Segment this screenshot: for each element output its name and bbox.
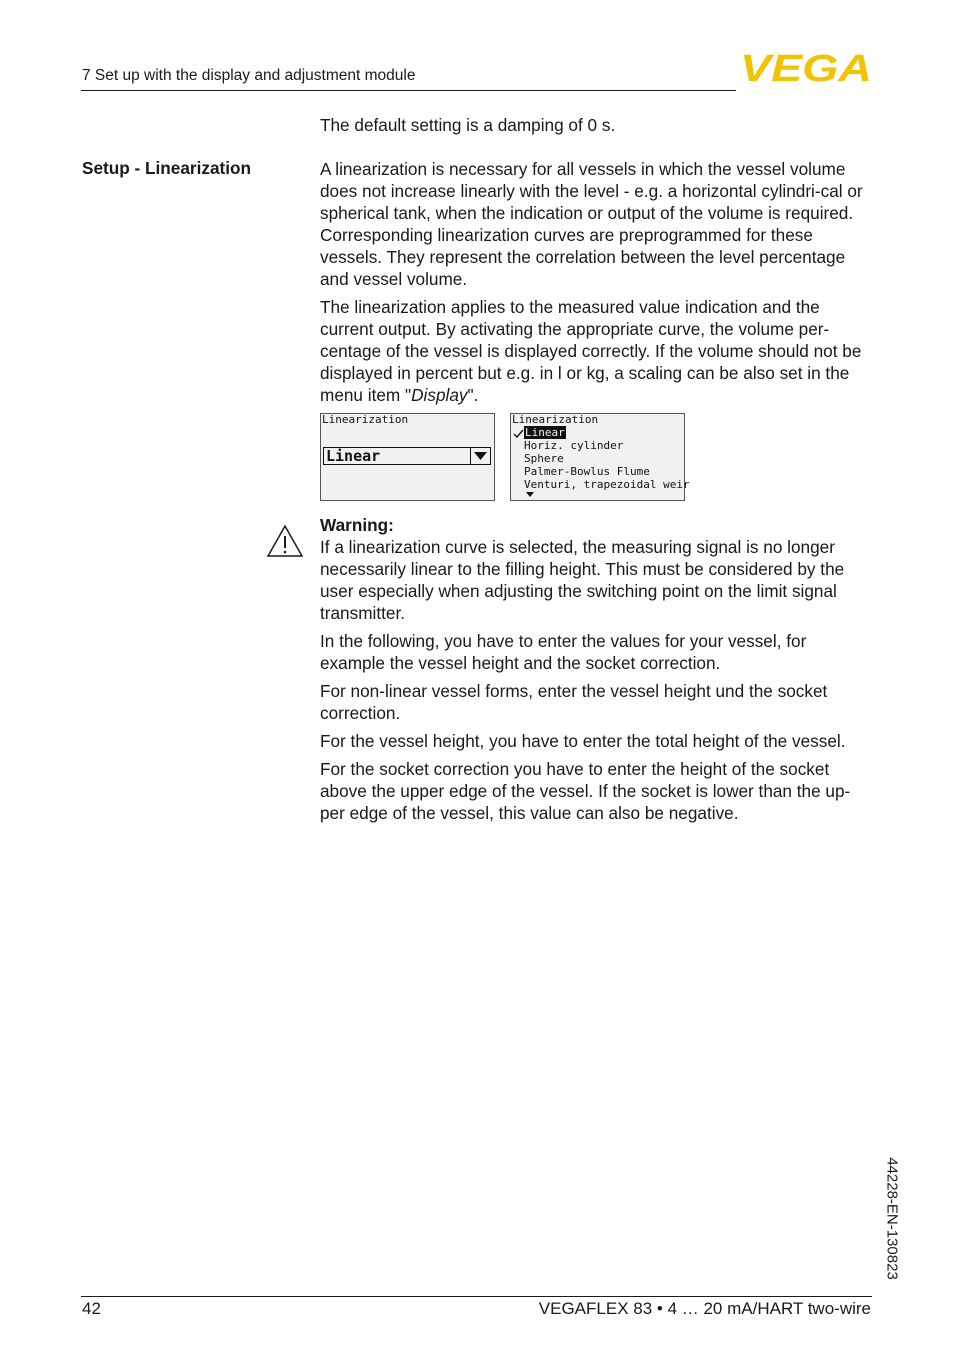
dropdown-arrow-icon[interactable] xyxy=(470,448,490,464)
section-label: Setup - Linearization xyxy=(82,158,252,178)
screen-title: Linearization xyxy=(322,413,409,426)
logo-text: VEGA xyxy=(740,50,872,84)
display-screen-linearization xyxy=(320,413,495,501)
paragraph: For the vessel height, you have to enter the total height of the vessel. xyxy=(320,731,846,751)
page-number: 42 xyxy=(82,1299,101,1318)
paragraph: For the socket correction you have to enter the height of the socket above the upper edge of the vessel. If the socket is lower than the up-per edge of the vessel, this value can also be negative. xyxy=(320,759,851,823)
option-item[interactable]: Sphere xyxy=(524,452,564,465)
paragraph: The linearization applies to the measured value indication and the current output. By activating the appropriate curve, the volume per-centage of the vessel is displayed correctly. If the volume should not be displayed in percent but e.g. in l or kg, a scaling can be also set in the menu item "Display". xyxy=(320,297,862,405)
warning-text: If a linearization curve is selected, the measuring signal is no longer necessarily linear to the filling height. This must be considered by the user especially when adjusting the switching point on the limit signal transmitter. xyxy=(320,537,845,623)
checkmark-icon xyxy=(513,429,524,439)
vega-logo xyxy=(740,50,874,84)
select-value: Linear xyxy=(326,447,381,465)
product-name: VEGAFLEX 83 • 4 … 20 mA/HART two-wire xyxy=(538,1299,871,1318)
scroll-down-icon[interactable] xyxy=(525,492,535,498)
intro-text: The default setting is a damping of 0 s. xyxy=(320,115,616,135)
linearization-select[interactable] xyxy=(323,447,491,465)
section-body xyxy=(320,158,872,412)
menu-item-reference: Display xyxy=(411,385,468,405)
paragraph: A linearization is necessary for all vessels in which the vessel volume does not increase linearly with the level - e.g. a horizontal cylindri-cal or spherical tank, when the indication or output of the volume is required. Corresponding linearization curves are preprogrammed for these vessels. They represent the correlation between the level percentage and vessel volume. xyxy=(320,159,863,289)
option-item[interactable]: Palmer-Bowlus Flume xyxy=(524,465,650,478)
screen-title: Linearization xyxy=(512,413,599,426)
option-item[interactable]: Horiz. cylinder xyxy=(524,439,624,452)
footer-divider xyxy=(81,1296,872,1297)
option-item[interactable]: Venturi, trapezoidal weir xyxy=(524,478,690,491)
warning-title: Warning: xyxy=(320,515,394,535)
option-item-selected[interactable]: Linear xyxy=(525,426,565,439)
header-divider xyxy=(81,90,736,91)
warning-block xyxy=(320,514,872,830)
display-screen-linearization-options xyxy=(510,413,690,501)
paragraph: For non-linear vessel forms, enter the vessel height und the socket correction. xyxy=(320,681,828,723)
warning-icon xyxy=(266,524,304,558)
section-header: 7 Set up with the display and adjustment module xyxy=(82,67,416,84)
paragraph: In the following, you have to enter the values for your vessel, for example the vessel height and the socket correction. xyxy=(320,631,807,673)
document-id: 44228-EN-130823 xyxy=(883,1157,901,1280)
